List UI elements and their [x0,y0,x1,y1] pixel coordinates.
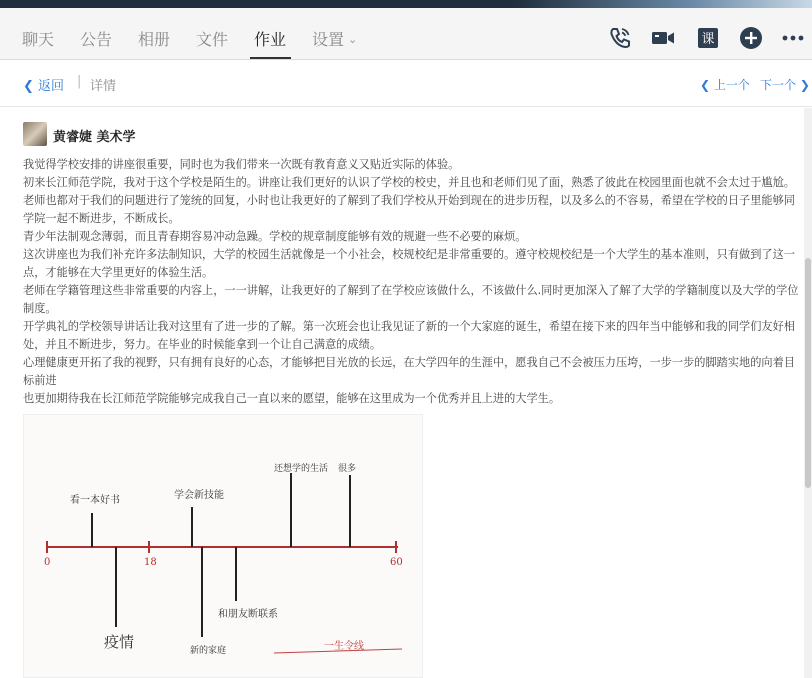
tab-chat[interactable]: 聊天 [22,30,55,49]
video-icon[interactable] [650,25,676,51]
axis-label-mid: 18 [144,557,157,568]
tab-settings-label: 设置 [312,30,345,49]
paragraph: 也更加期待我在长江师范学院能够完成我自己一直以来的愿望，能够在这里成为一个优秀并且上进的大学生。 [23,392,561,405]
event-label-below: 和朋友断联系 [218,609,278,620]
scrollbar-track[interactable] [804,108,812,678]
paragraph: 青少年法制观念薄弱，而且青春期容易冲动急躁。学校的规章制度能够有效的规避一些不必要的麻烦。 [23,230,527,243]
next-label: 下一个 [760,78,797,92]
tab-announcement[interactable]: 公告 [80,30,113,49]
event-label-above: 还想学的生活 [274,464,329,474]
active-tab-indicator [250,57,291,59]
chevron-left-icon: ❮ [23,79,34,94]
course-icon[interactable] [695,25,721,51]
tab-files[interactable]: 文件 [196,30,229,49]
more-icon[interactable] [780,25,806,51]
event-label-above: 看一本好书 [70,495,120,506]
tab-album[interactable]: 相册 [138,30,171,49]
next-button[interactable] [760,76,810,93]
paragraph: 老师在学籍管理这些非常重要的内容上，一一讲解，让我更好的了解到了在学校应该做什么，不该做什么.同时更加深入了解了大学的学籍制度以及大学的学位制度。 [23,284,799,315]
author-name: 黄睿婕 美术学 [53,130,136,145]
timeline-photo[interactable] [23,414,423,678]
tab-bar [0,8,812,60]
back-label: 返回 [38,79,65,94]
breadcrumb-separator: | [77,74,82,89]
course-icon-glyph: 课 [701,32,715,47]
scrollbar-thumb[interactable] [805,258,811,488]
axis-label-end: 60 [390,557,403,568]
chevron-left-icon: ❮ [700,78,711,92]
paragraph: 初来长江师范学院，我对于这个学校是陌生的。讲座让我们更好的认识了学校的校史，并且也和老师们见了面，熟悉了彼此在校园里面也就不会太过于尴尬。老师也都对于我们的问题进行了笼统的回复，小时也让我更好的了解到了我们学校从开始到现在的进步历程，以及多么的不容易，希望在学校的日子里能够同学院一起不断进步，不断成长。 [23,176,795,225]
paragraph: 这次讲座也为我们补充许多法制知识，大学的校园生活就像是一个小社会，校规校纪是非常重要的。遵守校规校纪是一个大学生的基本准则，只有做到了这一点，才能够在大学里更好的体验生活。 [23,248,795,279]
axis-label-start: 0 [44,557,51,568]
add-icon[interactable] [738,25,764,51]
event-label-above: 很多 [338,464,357,474]
phone-icon[interactable] [607,25,633,51]
paragraph: 开学典礼的学校领导讲话让我对这里有了进一步的了解。第一次班会也让我见证了新的一个大家庭的诞生，希望在接下来的四年当中能够和我的同学们友好相处，并且不断进步，努力。在毕业的时候能拿到一个让自己满意的成绩。 [23,320,795,351]
event-label-above: 学会新技能 [174,490,224,501]
chevron-down-icon: ⌄ [348,33,358,46]
paragraph: 心理健康更开拓了我的视野，只有拥有良好的心态，才能够把目光放的长远，在大学四年的生涯中，愿我自己不会被压力压垮，一步一步的脚踏实地的向着目标前进 [23,356,795,387]
tab-settings[interactable] [312,27,357,50]
prev-button[interactable] [700,76,750,93]
hand-drawn-timeline [24,415,423,678]
event-label-below: 新的家庭 [190,646,227,656]
tab-homework[interactable]: 作业 [254,30,287,49]
window-top-strip [0,0,812,8]
chevron-right-icon: ❯ [799,78,810,92]
breadcrumb-detail: 详情 [90,79,117,94]
detail-nav-bar [0,61,812,107]
frost-decoration [512,0,812,8]
prev-label: 上一个 [713,78,750,92]
back-button[interactable] [23,75,64,94]
signature: 一生令线 [324,641,364,652]
post-content [0,108,812,678]
event-label-below: 疫情 [104,633,135,651]
avatar[interactable] [23,122,47,146]
paragraph: 我觉得学校安排的讲座很重要，同时也为我们带来一次既有教育意义又贴近实际的体验。 [23,158,460,171]
